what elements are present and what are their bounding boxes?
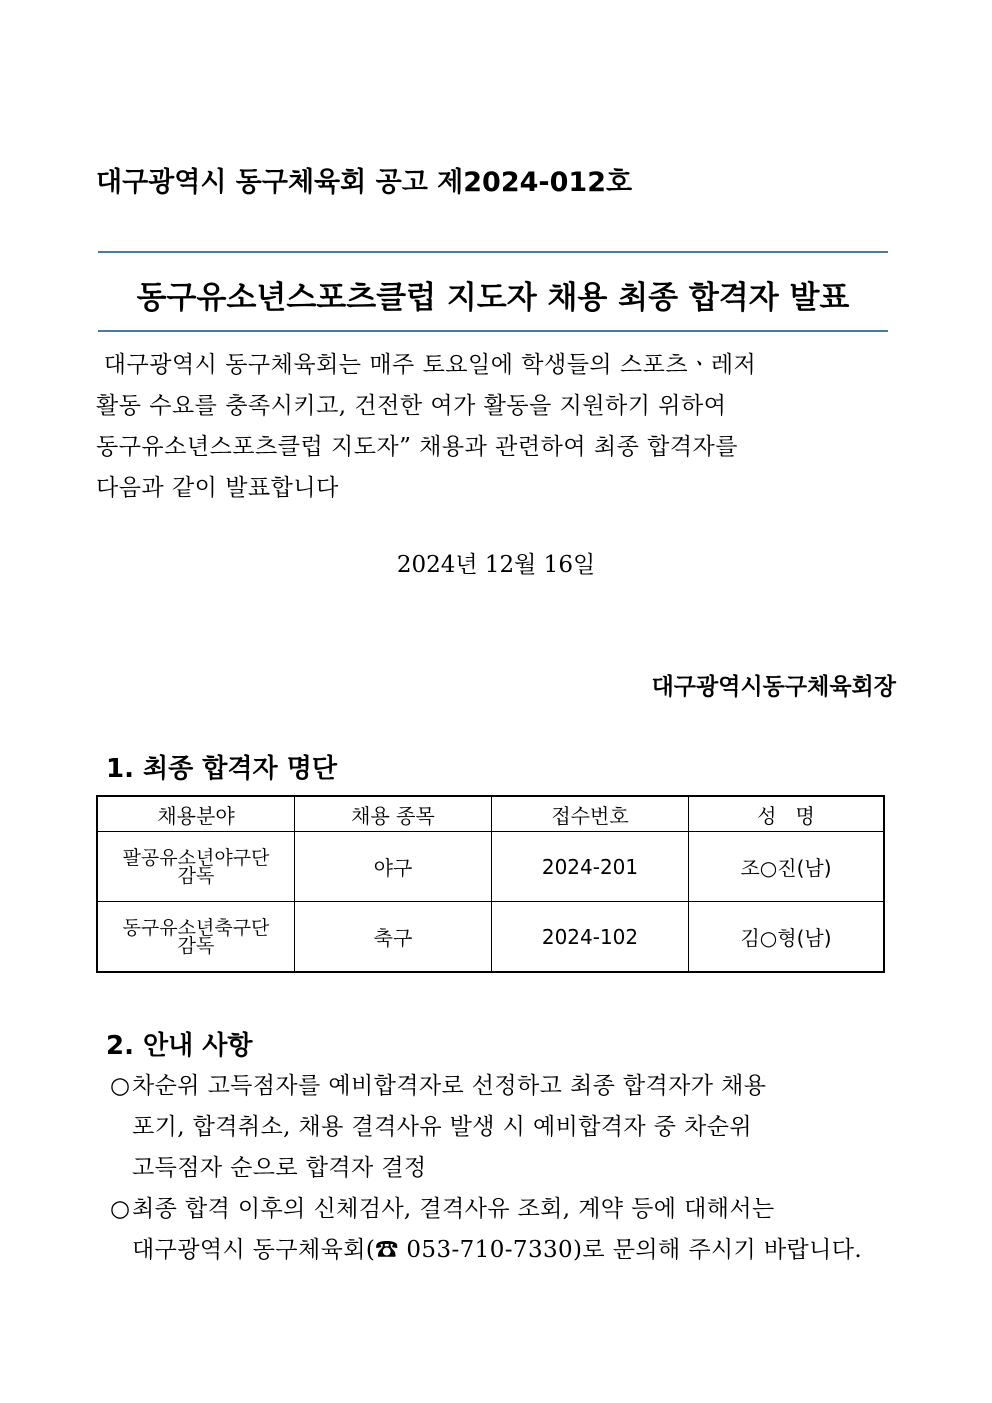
- announcement-date: 2024년 12월 16일: [396, 552, 596, 578]
- title-top-rule: [98, 251, 888, 253]
- table-row: [97, 832, 884, 902]
- intro-line: 활동 수요를 충족시키고, 건전한 여가 활동을 지원하기 위하여: [96, 393, 727, 419]
- bullet-icon: ○: [110, 1196, 131, 1222]
- list-item: [110, 1189, 900, 1271]
- cell-name: 조○진(남): [689, 832, 885, 902]
- cell-reg-no: 2024-102: [492, 902, 689, 973]
- guide-line: 최종 합격 이후의 신체검사, 결격사유 조회, 계약 등에 대해서는: [132, 1196, 775, 1222]
- table-header-row: [97, 796, 884, 832]
- guide-line: 고득점자 순으로 합격자 결정: [132, 1155, 427, 1181]
- cell-sport: 야구: [295, 832, 492, 902]
- notice-number: 대구광역시 동구체육회 공고 제2024-012호: [96, 167, 633, 198]
- field-line: 감독: [177, 864, 215, 887]
- cell-field: [97, 902, 295, 973]
- header-reg-no: 접수번호: [492, 796, 689, 832]
- guide-list: [110, 1066, 900, 1271]
- intro-line: 대구광역시 동구체육회는 매주 토요일에 학생들의 스포츠ㆍ레저: [96, 352, 757, 378]
- intro-line: 다음과 같이 발표합니다: [96, 475, 339, 501]
- list-item: [110, 1066, 900, 1189]
- field-line: 팔공유소년야구단: [122, 846, 270, 869]
- intro-paragraph: [96, 345, 886, 509]
- title-bottom-rule: [98, 330, 888, 332]
- cell-field: [97, 832, 295, 902]
- header-field: 채용분야: [97, 796, 295, 832]
- field-line: 감독: [177, 934, 215, 957]
- field-line: 동구유소년축구단: [122, 916, 270, 939]
- guide-line: 포기, 합격취소, 채용 결격사유 발생 시 예비합격자 중 차순위: [132, 1114, 752, 1140]
- guide-line: 대구광역시 동구체육회(☎ 053-710-7330)로 문의해 주시기 바랍니다.: [132, 1237, 863, 1263]
- document-title: 동구유소년스포츠클럽 지도자 채용 최종 합격자 발표: [136, 280, 850, 316]
- cell-sport: 축구: [295, 902, 492, 973]
- section-1-title: 1. 최종 합격자 명단: [106, 754, 337, 784]
- guide-line: 차순위 고득점자를 예비합격자로 선정하고 최종 합격자가 채용: [132, 1073, 767, 1099]
- cell-reg-no: 2024-201: [492, 832, 689, 902]
- header-name: 성 명: [689, 796, 885, 832]
- intro-line: 동구유소년스포츠클럽 지도자” 채용과 관련하여 최종 합격자를: [96, 434, 738, 460]
- bullet-icon: ○: [110, 1073, 131, 1099]
- signer: 대구광역시동구체육회장: [651, 674, 896, 700]
- result-table: [96, 795, 885, 973]
- section-2-title: 2. 안내 사항: [106, 1031, 253, 1061]
- cell-name: 김○형(남): [689, 902, 885, 973]
- table-row: [97, 902, 884, 973]
- header-sport: 채용 종목: [295, 796, 492, 832]
